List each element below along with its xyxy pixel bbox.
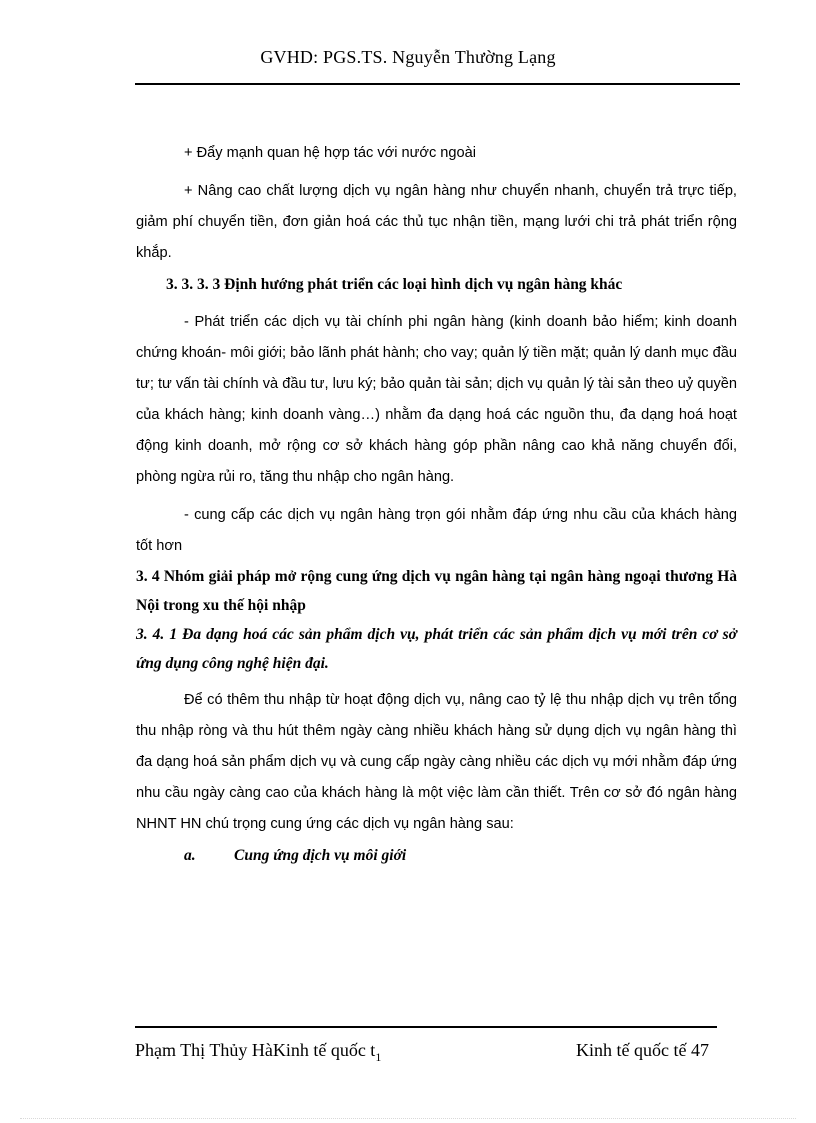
footer-author-subscript: 1 [375, 1050, 382, 1064]
document-body [136, 138, 737, 871]
list-item-text: Cung ứng dịch vụ môi giới [234, 847, 407, 864]
paragraph-diversification: Để có thêm thu nhập từ hoạt động dịch vụ, nâng cao tỷ lệ thu nhập dịch vụ trên tổng thu nhập ròng và thu hút thêm ngày càng nhiều khách hàng sử dụng dịch vụ ngân hàng thì đa dạng hoá sản phẩm dịch vụ và cung cấp ngày càng nhiều các dịch vụ mới nhằm đáp ứng nhu cầu ngày càng cao của khách hàng là một việc làm cần thiết. Trên cơ sở đó ngân hàng NHNT HN chú trọng cung ứng các dịch vụ ngân hàng sau: [136, 692, 737, 832]
footer-page-number: Kinh tế quốc tế 47 [576, 1040, 709, 1060]
heading-3-3-3-3: 3. 3. 3. 3 Định hướng phát triển các loại hình dịch vụ ngân hàng khác [166, 276, 623, 293]
paragraph-cooperation: + Đẩy mạnh quan hệ hợp tác với nước ngoài [184, 145, 477, 161]
list-item-brokerage [136, 840, 737, 871]
heading-3-4: 3. 4 Nhóm giải pháp mở rộng cung ứng dịch vụ ngân hàng tại ngân hàng ngoại thương Hà Nội trong xu thế hội nhập [136, 568, 737, 614]
list-item-marker: a. [184, 847, 196, 864]
footer-author-text: Phạm Thị Thủy HàKinh tế quốc t [135, 1040, 376, 1060]
header-rule [135, 83, 740, 85]
paragraph-package-services: - cung cấp các dịch vụ ngân hàng trọn gói nhằm đáp ứng nhu cầu của khách hàng tốt hơn [136, 507, 737, 554]
paragraph-non-bank-services: - Phát triển các dịch vụ tài chính phi ngân hàng (kinh doanh bảo hiểm; kinh doanh chứng khoán- môi giới; bảo lãnh phát hành; cho vay; quản lý tiền mặt; quản lý danh mục đầu tư; tư vấn tài chính và đầu tư, lưu ký; bảo quản tài sản; dịch vụ quản lý tài sản theo uỷ quyền của khách hàng; kinh doanh vàng…) nhằm đa dạng hoá các nguồn thu, đa dạng hoá hoạt động kinh doanh, mở rộng cơ sở khách hàng góp phần nâng cao khả năng chuyển đổi, phòng ngừa rủi ro, tăng thu nhập cho ngân hàng. [136, 314, 737, 485]
page-boundary-dotted-line [20, 1118, 796, 1119]
page-header: GVHD: PGS.TS. Nguyễn Thường Lạng [260, 47, 556, 67]
footer-author [135, 1040, 381, 1065]
heading-3-4-1: 3. 4. 1 Đa dạng hoá các sản phẩm dịch vụ, phát triển các sản phẩm dịch vụ mới trên cơ sở ứng dụng công nghệ hiện đại. [136, 626, 737, 672]
paragraph-service-quality: + Nâng cao chất lượng dịch vụ ngân hàng như chuyển nhanh, chuyển trả trực tiếp, giảm phí chuyển tiền, đơn giản hoá các thủ tục nhận tiền, mạng lưới chi trả phát triển rộng khắp. [136, 183, 737, 261]
footer-rule [135, 1026, 717, 1028]
